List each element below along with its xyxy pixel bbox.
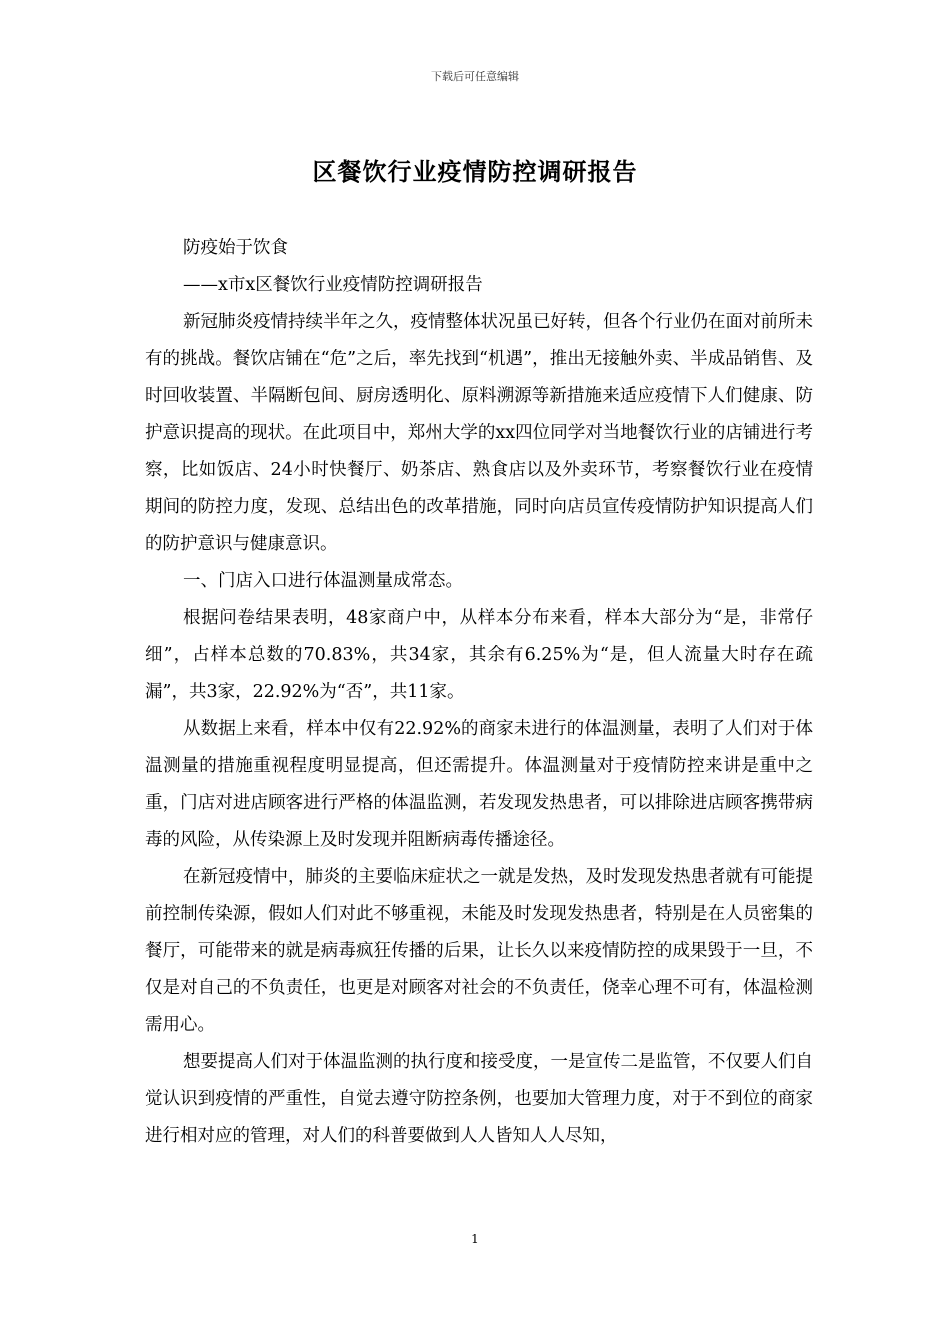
section-heading: 一、门店入口进行体温测量成常态。	[183, 571, 463, 591]
subtitle-source-line: ——x市x区餐饮行业疫情防控调研报告	[183, 275, 483, 295]
document-title: 区餐饮行业疫情防控调研报告	[312, 157, 638, 186]
body-paragraph: 想要提高人们对于体温监测的执行度和接受度，一是宣传二是监管，不仅要人们自觉认识到疫情的严重性，自觉去遵守防控条例，也要加大管理力度，对于不到位的商家进行相对应的管理，对人们的科普要做到人人皆知人人尽知，	[145, 1052, 813, 1146]
body-paragraph: 根据问卷结果表明，48家商户中，从样本分布来看，样本大部分为“是，非常仔细”，占样本总数的70.83%，共34家，其余有6.25%为“是，但人流量大时存在疏漏”，共3家，22.92%为“否”，共11家。	[145, 608, 813, 702]
body-paragraph: 在新冠疫情中，肺炎的主要临床症状之一就是发热，及时发现发热患者就有可能提前控制传染源，假如人们对此不够重视，未能及时发现发热患者，特别是在人员密集的餐厅，可能带来的就是病毒疯狂传播的后果，让长久以来疫情防控的成果毁于一旦，不仅是对自己的不负责任，也更是对顾客对社会的不负责任，侥幸心理不可有，体温检测需用心。	[145, 867, 813, 1035]
body-paragraph: 从数据上来看，样本中仅有22.92%的商家未进行的体温测量，表明了人们对于体温测量的措施重视程度明显提高，但还需提升。体温测量对于疫情防控来讲是重中之重，门店对进店顾客进行严格的体温监测，若发现发热患者，可以排除进店顾客携带病毒的风险，从传染源上及时发现并阻断病毒传播途径。	[145, 719, 813, 850]
header-note: 下载后可任意编辑	[431, 70, 519, 83]
subtitle-line: 防疫始于饮食	[183, 238, 288, 258]
document-body	[145, 230, 813, 1155]
page-number: 1	[471, 1232, 479, 1246]
body-paragraph: 新冠肺炎疫情持续半年之久，疫情整体状况虽已好转，但各个行业仍在面对前所未有的挑战。餐饮店铺在“危”之后，率先找到“机遇”，推出无接触外卖、半成品销售、及时回收装置、半隔断包间、厨房透明化、原料溯源等新措施来适应疫情下人们健康、防护意识提高的现状。在此项目中，郑州大学的xx四位同学对当地餐饮行业的店铺进行考察，比如饭店、24小时快餐厅、奶茶店、熟食店以及外卖环节，考察餐饮行业在疫情期间的防控力度，发现、总结出色的改革措施，同时向店员宣传疫情防护知识提高人们的防护意识与健康意识。	[145, 312, 813, 554]
